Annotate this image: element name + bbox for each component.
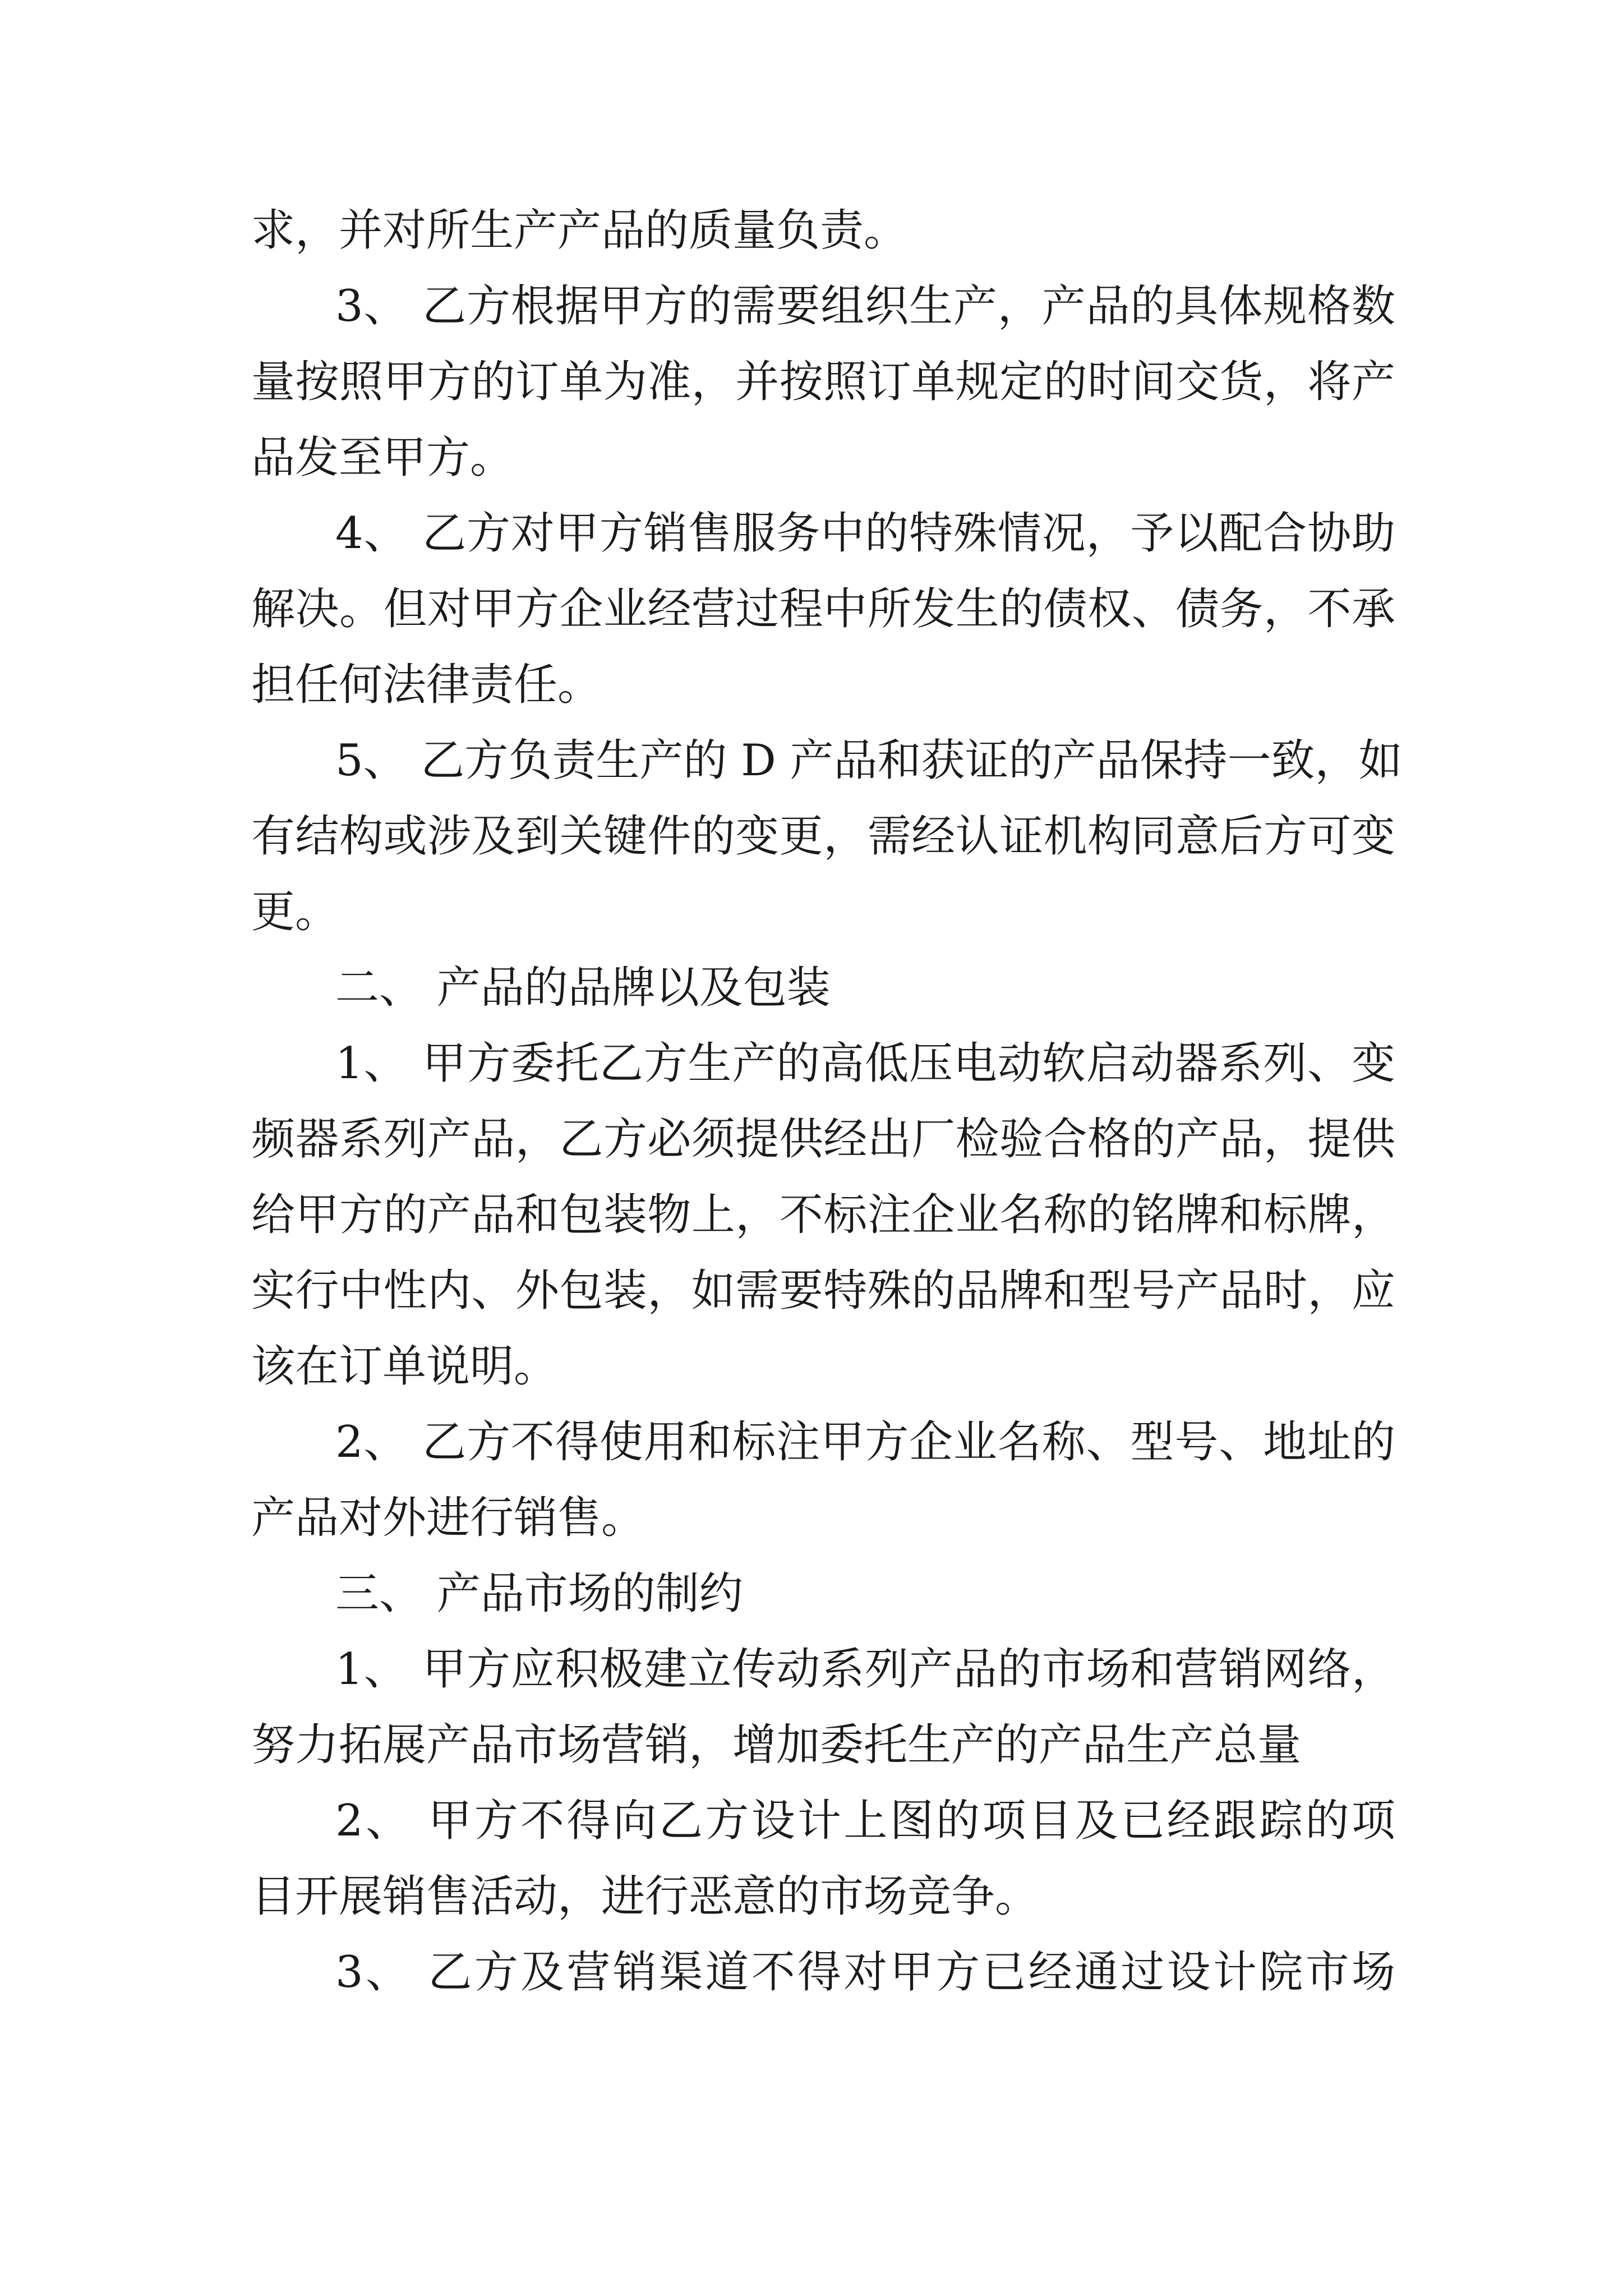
text-line: 量按照甲方的订单为准，并按照订单规定的时间交货，将产 [251, 357, 1395, 407]
text-line: 目开展销售活动，进行恶意的市场竞争。 [251, 1871, 1039, 1922]
text-line: 5、 乙方负责生产的 D 产品和获证的产品保持一致，如 [335, 735, 1403, 786]
text-line: 努力拓展产品市场营销，增加委托生产的产品生产总量 [251, 1720, 1302, 1770]
text-line: 有结构或涉及到关键件的变更，需经认证机构同意后方可变 [251, 811, 1395, 862]
text-line: 求，并对所生产产品的质量负责。 [251, 205, 908, 256]
text-line: 实行中性内、外包装，如需要特殊的品牌和型号产品时，应 [251, 1266, 1395, 1316]
text-line: 2、 乙方不得使用和标注甲方企业名称、型号、地址的 [335, 1417, 1395, 1467]
text-line: 3、 乙方根据甲方的需要组织生产，产品的具体规格数 [335, 281, 1395, 332]
text-line: 2、 甲方不得向乙方设计上图的项目及已经跟踪的项 [335, 1796, 1395, 1846]
text-line: 产品对外进行销售。 [251, 1493, 645, 1543]
text-line: 频器系列产品，乙方必须提供经出厂检验合格的产品，提供 [251, 1114, 1395, 1165]
text-line: 1、 甲方应积极建立传动系列产品的市场和营销网络， [335, 1644, 1395, 1695]
text-line: 更。 [251, 887, 339, 937]
text-line: 4、 乙方对甲方销售服务中的特殊情况，予以配合协助 [335, 508, 1395, 559]
text-line: 品发至甲方。 [251, 432, 514, 483]
text-line: 1、 甲方委托乙方生产的高低压电动软启动器系列、变 [335, 1038, 1395, 1089]
text-line: 给甲方的产品和包装物上，不标注企业名称的铭牌和标牌， [251, 1190, 1395, 1240]
text-line: 该在订单说明。 [251, 1341, 558, 1392]
text-line: 担任何法律责任。 [251, 660, 602, 710]
section-heading: 三、 产品市场的制约 [335, 1568, 743, 1619]
text-line: 解决。但对甲方企业经营过程中所发生的债权、债务，不承 [251, 584, 1395, 634]
section-heading: 二、 产品的品牌以及包装 [335, 963, 831, 1013]
text-line: 3、 乙方及营销渠道不得对甲方已经通过设计院市场 [335, 1947, 1395, 1998]
